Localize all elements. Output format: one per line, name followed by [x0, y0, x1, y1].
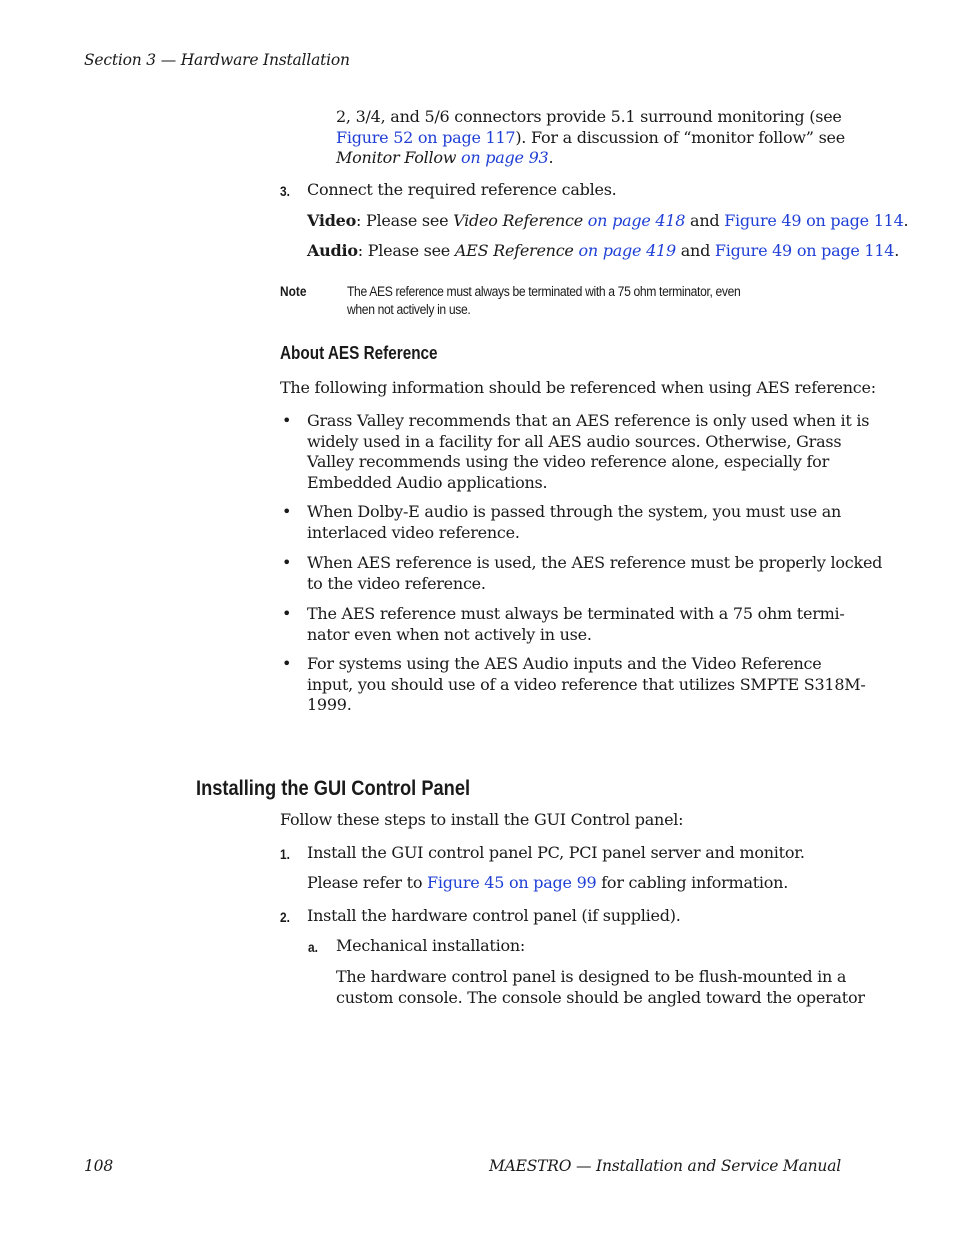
bullet-1-line-2: widely used in a facility for all AES audio sources. Otherwise, Grass — [307, 431, 842, 451]
gui-heading: Installing the GUI Control Panel — [196, 777, 471, 800]
footer-title — [489, 1157, 841, 1175]
bullet-1-line-4: Embedded Audio applications. — [307, 472, 548, 492]
substep-a-letter — [308, 937, 320, 956]
figure-52-link[interactable]: Figure 52 on page 117 — [336, 127, 516, 147]
intro-period: . — [548, 148, 554, 167]
substep-a-line-1: The hardware control panel is designed to be flush-mounted in a — [336, 967, 847, 986]
bullet-5-line-1: For systems using the AES Audio inputs and the Video Reference — [307, 654, 822, 673]
page-number: 108 — [84, 1157, 113, 1175]
step-1-text: Install the GUI control panel PC, PCI panel server and monitor. — [307, 843, 805, 862]
substep-a-paragraph — [336, 967, 865, 1008]
page-93-link[interactable]: on page 93 — [461, 148, 549, 167]
substep-a-text: Mechanical installation: — [336, 936, 526, 955]
bullet-icon: • — [282, 502, 292, 521]
step-1-number — [280, 844, 292, 863]
bullet-icon: • — [282, 411, 292, 430]
bullet-2-line-1: When Dolby-E audio is passed through the system, you must use an — [307, 502, 842, 521]
monitor-follow-ref: Monitor Follow — [336, 148, 457, 167]
audio-ref: AES Reference — [454, 241, 574, 260]
aes-heading: About AES Reference — [280, 343, 438, 363]
refer-pre: Please refer to — [307, 873, 428, 892]
note-line-1: The AES reference must always be terminated with a 75 ohm terminator, even — [347, 284, 741, 299]
note-label: Note — [280, 283, 307, 299]
footer-title-text: MAESTRO — Installation and Service Manual — [488, 1157, 841, 1175]
bullet-3-line-2: to the video reference. — [307, 573, 486, 593]
audio-label: Audio — [307, 241, 358, 260]
gui-intro: Follow these steps to install the GUI Control panel: — [280, 810, 684, 829]
substep-a-letter-text: a. — [308, 939, 318, 955]
bullet-5-line-3: 1999. — [307, 695, 352, 714]
bullet-icon: • — [282, 604, 292, 623]
video-and: and — [685, 211, 725, 230]
bullet-4-line-1: The AES reference must always be terminated with a 75 ohm termi- — [307, 604, 845, 623]
step-1-refer — [307, 873, 788, 894]
audio-pre: : Please see — [357, 241, 455, 260]
note-line-2: when not actively in use. — [347, 302, 471, 317]
step-2-number-text: 2. — [280, 909, 290, 925]
refer-post: for cabling information. — [596, 873, 789, 892]
bullet-2-line-2: interlaced video reference. — [307, 522, 520, 542]
note-text — [347, 283, 815, 319]
running-header: Section 3 — Hardware Installation — [84, 51, 350, 69]
bullet-1-line-3: Valley recommends using the video reference alone, especially for — [307, 452, 829, 471]
audio-figure-link[interactable]: Figure 49 on page 114 — [714, 241, 895, 260]
bullet-5-line-2: input, you should use of a video reference that utilizes SMPTE S318M- — [307, 674, 866, 694]
intro-paragraph — [336, 107, 845, 169]
video-pre: : Please see — [356, 211, 454, 230]
audio-and: and — [675, 241, 715, 260]
step-3-number — [280, 181, 292, 200]
audio-reference-line — [307, 241, 899, 262]
step-2-text: Install the hardware control panel (if supplied). — [307, 906, 681, 925]
intro-line-2: ). For a discussion of “monitor follow” see — [515, 127, 845, 147]
video-period: . — [903, 211, 909, 230]
video-reference-line — [307, 211, 908, 232]
video-page-link[interactable]: on page 418 — [587, 211, 686, 230]
bullet-3-line-1: When AES reference is used, the AES reference must be properly locked — [307, 553, 883, 572]
step-1-number-text: 1. — [280, 846, 290, 862]
bullet-4-line-2: nator even when not actively in use. — [307, 624, 592, 644]
figure-45-link[interactable]: Figure 45 on page 99 — [427, 873, 597, 892]
video-ref: Video Reference — [453, 211, 583, 230]
step-3-text: Connect the required reference cables. — [307, 180, 617, 199]
step-3-number-text: 3. — [280, 183, 290, 199]
video-label: Video — [307, 211, 356, 230]
intro-line-1: 2, 3/4, and 5/6 connectors provide 5.1 surround monitoring (see — [336, 107, 842, 126]
bullet-icon: • — [282, 553, 292, 572]
aes-intro: The following information should be referenced when using AES reference: — [280, 378, 876, 397]
substep-a-line-2: custom console. The console should be angled toward the operator — [336, 987, 865, 1007]
bullet-icon: • — [282, 654, 292, 673]
step-2-number — [280, 907, 292, 926]
bullet-1-line-1: Grass Valley recommends that an AES reference is only used when it is — [307, 411, 870, 430]
audio-period: . — [894, 241, 900, 260]
audio-page-link[interactable]: on page 419 — [578, 241, 676, 260]
video-figure-link[interactable]: Figure 49 on page 114 — [724, 211, 904, 230]
